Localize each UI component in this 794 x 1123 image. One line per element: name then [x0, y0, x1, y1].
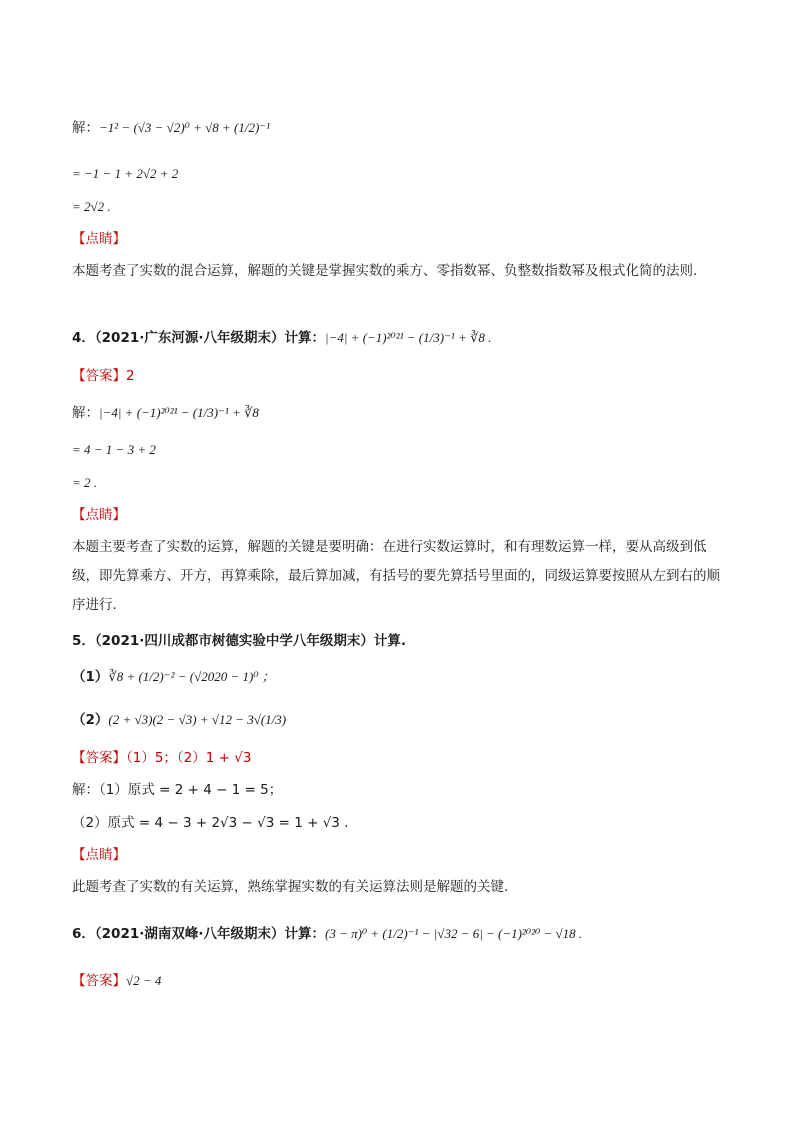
q4-answer-label: 【答案】: [72, 368, 126, 384]
q3-dianjing-label: 【点睛】: [72, 231, 126, 247]
q5-source: （2021·四川成都市树德实验中学八年级期末）计算.: [94, 633, 406, 649]
q4-comment: 本题主要考查了实数的运算，解题的关键是要明确：在进行实数运算时，和有理数运算一样，要从高级到低级，即先算乘方、开方，再算乘除，最后算加减，有括号的要先算括号里面的，同级运算要按照从左到右的顺序进行.: [72, 539, 720, 613]
q5-part-1-label: （1）: [72, 669, 109, 685]
q6-problem-line: [72, 924, 582, 944]
q4-problem-line: [72, 328, 491, 348]
q3-step-1: = −1 − 1 + 2√2 + 2: [72, 166, 179, 181]
q5-answer-value: （1）5；（2）1 + √3: [126, 750, 252, 766]
q5-solution-label: 解：: [72, 782, 99, 798]
q6-problem-expression: (3 − π)⁰ + (1/2)⁻¹ − |√32 − 6| − (−1)²⁰²⁰ − √18 .: [325, 926, 583, 941]
q4-answer-value: 2: [126, 368, 135, 384]
q5-part-1-expression: ∛8 + (1/2)⁻² − (√2020 − 1)⁰ ；: [108, 669, 275, 684]
q5-solution-2: （2）原式 = 4 − 3 + 2√3 − √3 = 1 + √3 .: [72, 815, 349, 831]
q5-answer-label: 【答案】: [72, 750, 126, 766]
q5-part-2-label: （2）: [72, 712, 109, 728]
q3-solution-expression: −1² − (√3 − √2)⁰ + √8 + (1/2)⁻¹: [99, 120, 271, 135]
q5-part-1: [72, 667, 275, 687]
q4-answer-line: [72, 366, 135, 386]
q6-answer-label: 【答案】: [72, 973, 126, 989]
q5-answer-line: [72, 748, 251, 768]
q6-number: 6．: [72, 926, 95, 942]
q4-step-1: = 4 − 1 − 3 + 2: [72, 442, 156, 457]
q5-solution-1: （1）原式 = 2 + 4 − 1 = 5；: [99, 782, 283, 798]
q4-problem-expression: |−4| + (−1)²⁰²¹ − (1/3)⁻¹ + ∛8 .: [325, 330, 492, 345]
q3-comment: 本题考查了实数的混合运算，解题的关键是掌握实数的乘方、零指数幂、负整数指数幂及根式化简的法则.: [72, 263, 698, 279]
q4-source: （2021·广东河源·八年级期末）计算：: [94, 330, 325, 346]
q3-solution-line: [72, 118, 270, 138]
q4-solution-label: 解：: [72, 405, 99, 421]
q6-source: （2021·湖南双峰·八年级期末）计算：: [94, 926, 325, 942]
q6-answer-value: √2 − 4: [126, 973, 162, 988]
q5-solution-line-1: [72, 780, 282, 800]
q4-step-2: = 2 .: [72, 475, 98, 490]
q5-problem-line: [72, 631, 406, 651]
q5-part-2: [72, 710, 286, 730]
q4-solution-line: [72, 403, 259, 423]
q5-part-2-expression: (2 + √3)(2 − √3) + √12 − 3√(1/3): [108, 712, 287, 727]
q3-step-2: = 2√2 .: [72, 199, 111, 214]
q5-number: 5．: [72, 633, 95, 649]
q4-number: 4．: [72, 330, 95, 346]
q5-comment: 此题考查了实数的有关运算，熟练掌握实数的有关运算法则是解题的关键.: [72, 879, 509, 895]
q3-solution-label: 解：: [72, 120, 99, 136]
q6-answer-line: [72, 971, 161, 991]
q5-dianjing-label: 【点睛】: [72, 847, 126, 863]
q4-solution-expression: |−4| + (−1)²⁰²¹ − (1/3)⁻¹ + ∛8: [99, 405, 259, 420]
q4-dianjing-label: 【点睛】: [72, 507, 126, 523]
